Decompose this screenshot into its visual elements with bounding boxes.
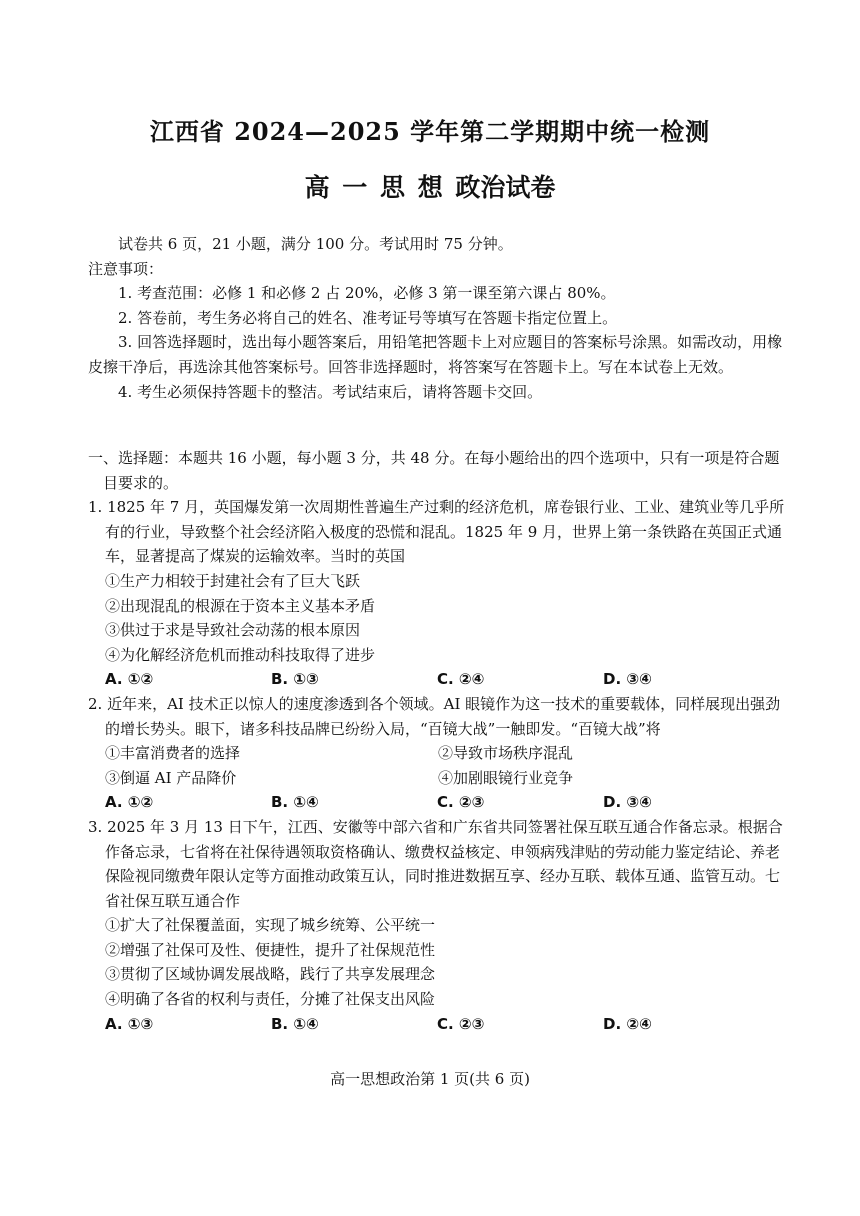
question-1-stem: 1. 1825 年 7 月，英国爆发第一次周期性普遍生产过剩的经济危机，席卷银行业、工业、建筑业等几乎所有的行业，导致整个社会经济陷入极度的恐慌和混乱。1825 年 9 月，世界上第一条铁路在英国正式通车，显著提高了煤炭的运输效率。当时的英国 (88, 498, 785, 566)
intro-line: 试卷共 6 页，21 小题，满分 100 分。考试用时 75 分钟。 (118, 235, 513, 253)
question-1-option: ③供过于求是导致社会动荡的根本原因 (105, 621, 361, 640)
question-1-choices (88, 667, 788, 692)
question-3-stem: 3. 2025 年 3 月 13 日下午，江西、安徽等中部六省和广东省共同签署社保互联互通合作备忘录。根据合作备忘录，七省将在社保待遇领取资格确认、缴费权益核定、申领病残津贴的劳动能力鉴定结论、养老保险视同缴费年限认定等方面推动政策互认，同时推进数据互享、经办互联、载体互通、监管互动。七省社保互联互通合作 (88, 817, 783, 910)
choice-a: A. ①③ (105, 1014, 154, 1033)
note-3: 3. 回答选择题时，选出每小题答案后，用铅笔把答题卡上对应题目的答案标号涂黑。如需改动，用橡皮擦干净后，再选涂其他答案标号。回答非选择题时，将答案写在答题卡上。写在本试卷上无效。 (88, 333, 783, 376)
choice-a: A. ①② (105, 793, 154, 812)
choice-b: B. ①③ (271, 670, 319, 689)
choice-a: A. ①② (105, 670, 154, 689)
exam-subtitle: 高 一 思 想 政治试卷 (304, 173, 556, 202)
page-footer: 高一思想政治第 1 页(共 6 页) (330, 1070, 530, 1088)
note-2: 2. 答卷前，考生务必将自己的姓名、准考证号等填写在答题卡指定位置上。 (118, 308, 618, 327)
question-1-option: ④为化解经济危机而推动科技取得了进步 (105, 645, 376, 664)
notes-block (88, 232, 788, 404)
question-3-choices (88, 1012, 788, 1037)
section-heading: 一、选择题：本题共 16 小题，每小题 3 分，共 48 分。在每小题给出的四个选项中，只有一项是符合题目要求的。 (88, 449, 780, 492)
choice-b: B. ①④ (271, 1014, 319, 1033)
note-1: 1. 考查范围：必修 1 和必修 2 占 20%，必修 3 第一课至第六课占 80%。 (118, 284, 616, 303)
question-2-option: ③倒逼 AI 产品降价 (105, 768, 237, 787)
question-2-option: ①丰富消费者的选择 (105, 744, 241, 763)
question-3-option: ①扩大了社保覆盖面，实现了城乡统筹、公平统一 (105, 916, 436, 935)
question-2-options-row (88, 741, 788, 766)
question-1-option: ①生产力相较于封建社会有了巨大飞跃 (105, 571, 361, 590)
question-1-option: ②出现混乱的根源在于资本主义基本矛盾 (105, 596, 376, 615)
question-2-options-row (88, 766, 788, 791)
choice-d: D. ③④ (603, 793, 652, 812)
question-3-option: ④明确了各省的权利与责任，分摊了社保支出风险 (105, 990, 436, 1009)
question-2-choices (88, 790, 788, 815)
exam-title: 江西省 2024—2025 学年第二学期期中统一检测 (149, 117, 711, 146)
note-4: 4. 考生必须保持答题卡的整洁。考试结束后，请将答题卡交回。 (118, 382, 543, 401)
choice-c: C. ②③ (437, 793, 485, 812)
section-choice (88, 446, 788, 1036)
question-3-option: ③贯彻了区域协调发展战略，践行了共享发展理念 (105, 965, 436, 984)
choice-c: C. ②④ (437, 670, 485, 689)
choice-d: D. ②④ (603, 1014, 652, 1033)
choice-b: B. ①④ (271, 793, 319, 812)
question-2-stem: 2. 近年来，AI 技术正以惊人的速度渗透到各个领域。AI 眼镜作为这一技术的重要载体，同样展现出强劲的增长势头。眼下，诸多科技品牌已纷纷入局，“百镜大战”一触即发。“百镜大战”将 (88, 694, 781, 738)
question-3-option: ②增强了社保可及性、便捷性，提升了社保规范性 (105, 940, 436, 959)
choice-d: D. ③④ (603, 670, 652, 689)
choice-c: C. ②③ (437, 1014, 485, 1033)
question-2-option: ②导致市场秩序混乱 (438, 744, 574, 763)
notes-heading: 注意事项： (88, 259, 164, 278)
question-2-option: ④加剧眼镜行业竞争 (438, 768, 574, 787)
